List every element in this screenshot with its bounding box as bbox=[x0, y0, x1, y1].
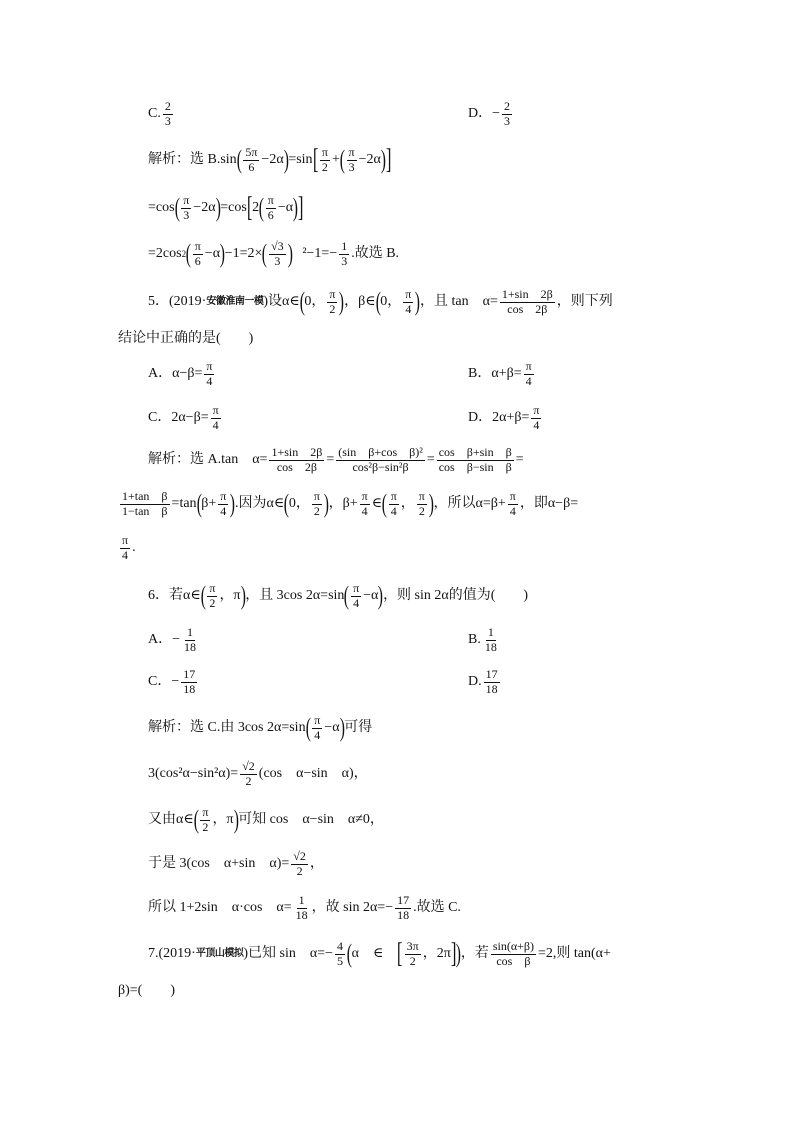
math-text: + bbox=[331, 152, 340, 168]
math-text: 平顶山模拟 bbox=[195, 948, 244, 960]
parenthesis: ( bbox=[339, 145, 345, 175]
math-text: B. bbox=[468, 632, 481, 648]
math-text: ，且 tan α= bbox=[420, 294, 498, 310]
fraction-denominator: cos²β−sin²β bbox=[352, 459, 409, 474]
math-text: 解析：选 C.由 3cos 2α=sin bbox=[148, 720, 306, 736]
q6-solution-line-4 bbox=[148, 850, 324, 879]
q6-option-b bbox=[468, 626, 501, 655]
q7-stem-line-1 bbox=[148, 940, 611, 969]
parenthesis: ( bbox=[193, 805, 199, 835]
fraction bbox=[531, 404, 541, 433]
fraction bbox=[389, 490, 399, 519]
fraction bbox=[312, 490, 322, 519]
parenthesis: ) bbox=[378, 581, 384, 611]
fraction-denominator: 3 bbox=[164, 113, 171, 128]
parenthesis: ) bbox=[380, 145, 386, 175]
fraction bbox=[500, 288, 555, 317]
fraction bbox=[502, 100, 512, 129]
q5-option-d bbox=[468, 404, 543, 433]
fraction-numerator: 1 bbox=[341, 239, 348, 253]
math-text: α ∈ bbox=[351, 946, 398, 962]
fraction bbox=[437, 446, 514, 475]
parenthesis: ( bbox=[305, 713, 311, 743]
q6-solution-line-1 bbox=[148, 714, 372, 743]
math-text: )已知 sin α=− bbox=[243, 946, 333, 962]
fraction-numerator: π bbox=[314, 713, 321, 727]
math-text: 于是 3(cos α+sin α)= bbox=[148, 856, 290, 872]
math-text: (cos α−sin α)， bbox=[258, 766, 368, 782]
fraction bbox=[351, 582, 361, 611]
q5-option-b bbox=[468, 360, 536, 389]
fraction-denominator: 3 bbox=[504, 113, 511, 128]
fraction-denominator: 2 bbox=[329, 301, 336, 316]
math-text: 0， bbox=[380, 294, 402, 310]
math-text: .故选 B. bbox=[351, 246, 400, 262]
fraction-denominator: 4 bbox=[353, 595, 360, 610]
parenthesis: ) bbox=[215, 193, 221, 223]
math-text: D．2α+β= bbox=[468, 410, 530, 426]
bracket: [ bbox=[246, 192, 253, 224]
math-text: β+ bbox=[201, 496, 217, 512]
fraction-denominator: cos 2β bbox=[276, 459, 317, 474]
q5-solution-line-3 bbox=[118, 534, 136, 563]
fraction-denominator: 2 bbox=[321, 159, 328, 174]
parenthesis: ) bbox=[283, 145, 289, 175]
parenthesis: ( bbox=[346, 939, 352, 969]
math-text: B．α+β= bbox=[468, 366, 522, 382]
math-text: ，所以α=β+ bbox=[433, 496, 506, 512]
fraction-denominator: 4 bbox=[220, 503, 227, 518]
parenthesis: ) bbox=[455, 939, 462, 969]
fraction-numerator: 1 bbox=[487, 625, 494, 639]
fraction-numerator: sin(α+β) bbox=[492, 939, 534, 953]
fraction bbox=[403, 288, 413, 317]
math-text: ， bbox=[309, 856, 324, 872]
math-text: 解析：选 B.sin bbox=[148, 152, 237, 168]
q4-solution-line-3 bbox=[148, 240, 399, 269]
fraction-denominator: 2 bbox=[245, 773, 252, 788]
fraction bbox=[269, 240, 286, 269]
fraction-numerator: cos β+sin β bbox=[438, 445, 512, 459]
fraction bbox=[395, 894, 411, 923]
math-text: ， bbox=[400, 496, 415, 512]
fraction-denominator: 2 bbox=[409, 953, 416, 968]
parenthesis: ) bbox=[339, 713, 345, 743]
math-text: = bbox=[515, 452, 524, 468]
math-text: =tan bbox=[171, 496, 197, 512]
fraction bbox=[200, 806, 210, 835]
fraction bbox=[417, 490, 427, 519]
math-text: −α bbox=[363, 588, 379, 604]
fraction-numerator: π bbox=[321, 145, 328, 159]
q4-option-c bbox=[148, 100, 175, 129]
parenthesis: ( bbox=[236, 145, 242, 175]
fraction-numerator: π bbox=[209, 581, 216, 595]
fraction-denominator: 18 bbox=[183, 681, 196, 696]
fraction-denominator: 3 bbox=[341, 253, 348, 268]
parenthesis: ) bbox=[339, 287, 345, 317]
fraction-numerator: π bbox=[525, 359, 532, 373]
fraction bbox=[211, 404, 221, 433]
fraction-numerator: 17 bbox=[397, 893, 410, 907]
bracket: ] bbox=[297, 192, 304, 224]
math-text: 0， bbox=[304, 294, 326, 310]
fraction bbox=[218, 490, 228, 519]
q6-solution-line-3 bbox=[148, 806, 384, 835]
math-text: . bbox=[132, 540, 136, 556]
fraction-denominator: 4 bbox=[314, 727, 321, 742]
math-text: ，若 bbox=[460, 946, 489, 962]
fraction-denominator: 2 bbox=[202, 819, 209, 834]
fraction bbox=[312, 714, 322, 743]
math-text: 可得 bbox=[344, 720, 373, 736]
q6-option-a bbox=[148, 626, 200, 655]
math-text: β)=( ) bbox=[118, 983, 176, 998]
bracket: [ bbox=[397, 938, 403, 970]
fraction-numerator: π bbox=[348, 145, 355, 159]
fraction-denominator: 18 bbox=[295, 907, 308, 922]
parenthesis: ) bbox=[219, 239, 225, 269]
parenthesis: ) bbox=[323, 489, 329, 519]
q5-option-a bbox=[148, 360, 216, 389]
math-text: C．− bbox=[148, 674, 180, 690]
fraction-denominator: 18 bbox=[484, 639, 497, 654]
fraction-denominator: 6 bbox=[248, 159, 255, 174]
math-text: 安徽淮南一模 bbox=[206, 296, 264, 308]
bracket: [ bbox=[312, 144, 319, 176]
fraction bbox=[360, 490, 370, 519]
math-text: ，故 sin 2α=− bbox=[311, 900, 394, 916]
fraction bbox=[483, 626, 499, 655]
parenthesis: ) bbox=[233, 805, 239, 835]
fraction-denominator: cos β−sin β bbox=[438, 459, 512, 474]
math-text: 2 bbox=[252, 200, 260, 216]
math-text: ，β+ bbox=[328, 496, 358, 512]
math-text: −α bbox=[324, 720, 340, 736]
q5-stem-line-2 bbox=[118, 332, 253, 346]
fraction-numerator: (sin β+cos β)² bbox=[338, 445, 423, 459]
math-text: =cos bbox=[148, 200, 175, 216]
fraction-denominator: 2 bbox=[313, 503, 320, 518]
math-text: A．− bbox=[148, 632, 181, 648]
fraction-numerator: 1 bbox=[187, 625, 194, 639]
fraction bbox=[120, 534, 130, 563]
math-text: )设α∈ bbox=[263, 294, 300, 310]
q6-solution-line-2 bbox=[148, 760, 368, 789]
fraction-denominator: 18 bbox=[397, 907, 410, 922]
fraction-numerator: π bbox=[405, 287, 412, 301]
parenthesis: ( bbox=[258, 193, 265, 223]
math-text: ，则下列 bbox=[556, 294, 613, 310]
fraction bbox=[491, 940, 536, 969]
fraction-numerator: π bbox=[220, 489, 227, 503]
fraction bbox=[320, 146, 330, 175]
fraction-numerator: π bbox=[353, 581, 360, 595]
fraction bbox=[484, 668, 500, 697]
fraction bbox=[266, 194, 276, 223]
math-text: C．2α−β= bbox=[148, 410, 209, 426]
q4-solution-line-2 bbox=[148, 194, 303, 223]
fraction-denominator: 3 bbox=[348, 159, 355, 174]
fraction bbox=[339, 240, 349, 269]
fraction-denominator: 4 bbox=[525, 373, 532, 388]
fraction-denominator: 4 bbox=[509, 503, 516, 518]
fraction-numerator: √2 bbox=[293, 849, 306, 863]
fraction-numerator: √3 bbox=[271, 239, 284, 253]
fraction-denominator: 3 bbox=[274, 253, 281, 268]
fraction-denominator: 4 bbox=[206, 373, 213, 388]
fraction-denominator: cos β bbox=[496, 953, 531, 968]
q6-option-c bbox=[148, 668, 199, 697]
math-text: 结论中正确的是( ) bbox=[118, 331, 254, 346]
fraction-numerator: 17 bbox=[183, 667, 196, 681]
fraction bbox=[291, 850, 308, 879]
fraction bbox=[524, 360, 534, 389]
q5-solution-line-1 bbox=[148, 446, 524, 475]
fraction-denominator: 1−tan β bbox=[122, 503, 168, 518]
fraction-numerator: 2 bbox=[164, 99, 171, 113]
fraction-numerator: π bbox=[418, 489, 425, 503]
fraction-denominator: 2 bbox=[209, 595, 216, 610]
q6-stem bbox=[148, 582, 528, 611]
math-text: ²−1=− bbox=[302, 246, 338, 262]
q4-solution-line-1 bbox=[148, 146, 391, 175]
q5-option-c bbox=[148, 404, 223, 433]
math-text: ，π bbox=[212, 812, 234, 828]
fraction bbox=[181, 668, 197, 697]
q5-stem-line-1 bbox=[148, 288, 613, 317]
math-text: C. bbox=[148, 106, 161, 122]
parenthesis: ( bbox=[185, 239, 191, 269]
fraction bbox=[182, 626, 198, 655]
fraction-numerator: π bbox=[267, 193, 274, 207]
math-text: = bbox=[426, 452, 435, 468]
q7-stem-line-2 bbox=[118, 984, 175, 998]
fraction-numerator: 1+tan β bbox=[122, 489, 168, 503]
fraction-denominator: 18 bbox=[184, 639, 197, 654]
math-text: 3(cos²α−sin²α)= bbox=[148, 766, 239, 782]
fraction-numerator: π bbox=[202, 805, 209, 819]
parenthesis: ( bbox=[200, 581, 206, 611]
fraction-denominator: 18 bbox=[485, 681, 498, 696]
parenthesis: ( bbox=[174, 193, 180, 223]
fraction-denominator: 5 bbox=[336, 953, 343, 968]
fraction-denominator: 4 bbox=[361, 503, 368, 518]
math-text: =sin bbox=[288, 152, 313, 168]
fraction-numerator: π bbox=[212, 403, 219, 417]
parenthesis: ( bbox=[196, 489, 202, 519]
parenthesis: ) bbox=[292, 193, 298, 223]
math-text: 6．若α∈ bbox=[148, 588, 201, 604]
parenthesis: ( bbox=[283, 489, 290, 519]
fraction-denominator: 3 bbox=[183, 207, 190, 222]
math-text: =2,则 tan(α+ bbox=[537, 946, 611, 962]
fraction bbox=[269, 446, 324, 475]
parenthesis: ( bbox=[262, 239, 268, 269]
math-text: −1=2× bbox=[224, 246, 263, 262]
math-text: =cos bbox=[220, 200, 247, 216]
fraction-denominator: 4 bbox=[390, 503, 397, 518]
fraction bbox=[163, 100, 173, 129]
math-text: =2cos bbox=[148, 246, 182, 262]
math-text: −2α bbox=[358, 152, 381, 168]
parenthesis: ) bbox=[287, 239, 293, 269]
fraction-numerator: π bbox=[509, 489, 516, 503]
fraction bbox=[327, 288, 337, 317]
fraction bbox=[207, 582, 217, 611]
bracket: ] bbox=[385, 144, 391, 176]
fraction-numerator: 1 bbox=[298, 893, 305, 907]
fraction-numerator: 2 bbox=[504, 99, 511, 113]
q4-option-d bbox=[468, 100, 514, 129]
math-text: 5．(2019· bbox=[148, 294, 207, 310]
parenthesis: ) bbox=[428, 489, 434, 519]
fraction bbox=[347, 146, 357, 175]
math-text: .因为α∈ bbox=[234, 496, 285, 512]
fraction-numerator: π bbox=[313, 489, 320, 503]
fraction-numerator: 4 bbox=[336, 939, 343, 953]
math-text: 解析：选 A.tan α= bbox=[148, 452, 268, 468]
fraction bbox=[335, 940, 345, 969]
q6-option-d bbox=[468, 668, 502, 697]
parenthesis: ) bbox=[230, 489, 236, 519]
fraction-numerator: π bbox=[194, 239, 201, 253]
fraction-numerator: π bbox=[206, 359, 213, 373]
math-text: −α bbox=[204, 246, 221, 262]
fraction-numerator: 1+sin 2β bbox=[501, 287, 553, 301]
fraction bbox=[508, 490, 518, 519]
fraction bbox=[193, 240, 203, 269]
math-text: D．− bbox=[468, 106, 501, 122]
fraction-numerator: 17 bbox=[485, 667, 498, 681]
parenthesis: ) bbox=[240, 581, 246, 611]
math-text: 所以 1+2sin α·cos α= bbox=[148, 900, 292, 916]
fraction bbox=[240, 760, 257, 789]
math-text: A．α−β= bbox=[148, 366, 203, 382]
fraction-denominator: 4 bbox=[533, 417, 540, 432]
math-text: −α bbox=[277, 200, 294, 216]
parenthesis: ( bbox=[299, 287, 305, 317]
parenthesis: ( bbox=[375, 287, 381, 317]
fraction-numerator: π bbox=[390, 489, 397, 503]
fraction-numerator: 5π bbox=[245, 145, 258, 159]
math-text: −2α bbox=[193, 200, 216, 216]
parenthesis: ) bbox=[415, 287, 421, 317]
fraction-numerator: π bbox=[533, 403, 540, 417]
fraction-denominator: 4 bbox=[122, 547, 129, 562]
math-text: D. bbox=[468, 674, 482, 690]
fraction-numerator: π bbox=[329, 287, 336, 301]
fraction-numerator: 3π bbox=[406, 939, 419, 953]
fraction bbox=[181, 194, 191, 223]
math-text: 0， bbox=[288, 496, 310, 512]
fraction-denominator: 4 bbox=[405, 301, 412, 316]
fraction-denominator: cos 2β bbox=[507, 301, 548, 316]
fraction-numerator: π bbox=[361, 489, 368, 503]
fraction bbox=[243, 146, 259, 175]
math-text: 7.(2019· bbox=[148, 946, 196, 962]
fraction bbox=[120, 490, 170, 519]
math-text: ∈ bbox=[371, 496, 383, 512]
fraction-numerator: π bbox=[122, 533, 129, 547]
parenthesis: ( bbox=[344, 581, 350, 611]
fraction-denominator: 2 bbox=[418, 503, 425, 518]
fraction-denominator: 6 bbox=[194, 253, 201, 268]
fraction bbox=[294, 894, 310, 923]
fraction bbox=[336, 446, 425, 475]
fraction-numerator: π bbox=[183, 193, 190, 207]
q5-solution-line-2 bbox=[118, 490, 578, 519]
math-text: 可知 cos α−sin α≠0， bbox=[238, 812, 384, 828]
fraction-denominator: 2 bbox=[296, 863, 303, 878]
math-text: .故选 C. bbox=[413, 900, 461, 916]
math-text: = bbox=[326, 452, 335, 468]
math-text: ，π bbox=[219, 588, 241, 604]
fraction bbox=[405, 940, 421, 969]
fraction-numerator: √2 bbox=[242, 759, 255, 773]
fraction-numerator: 1+sin 2β bbox=[271, 445, 323, 459]
math-text: ，则 sin 2α的值为( ) bbox=[383, 588, 529, 604]
bracket: ] bbox=[450, 938, 457, 970]
math-text: 2 bbox=[181, 248, 187, 259]
math-text: ，即α−β= bbox=[519, 496, 579, 512]
q6-solution-line-5 bbox=[148, 894, 461, 923]
math-text: ，且 3cos 2α=sin bbox=[245, 588, 345, 604]
math-text: ，2π bbox=[422, 946, 451, 962]
parenthesis: ( bbox=[381, 489, 387, 519]
fraction-denominator: 4 bbox=[212, 417, 219, 432]
math-text: −2α bbox=[261, 152, 284, 168]
fraction-denominator: 6 bbox=[267, 207, 274, 222]
math-text: ，β∈ bbox=[344, 294, 376, 310]
fraction bbox=[204, 360, 214, 389]
math-text: 又由α∈ bbox=[148, 812, 194, 828]
